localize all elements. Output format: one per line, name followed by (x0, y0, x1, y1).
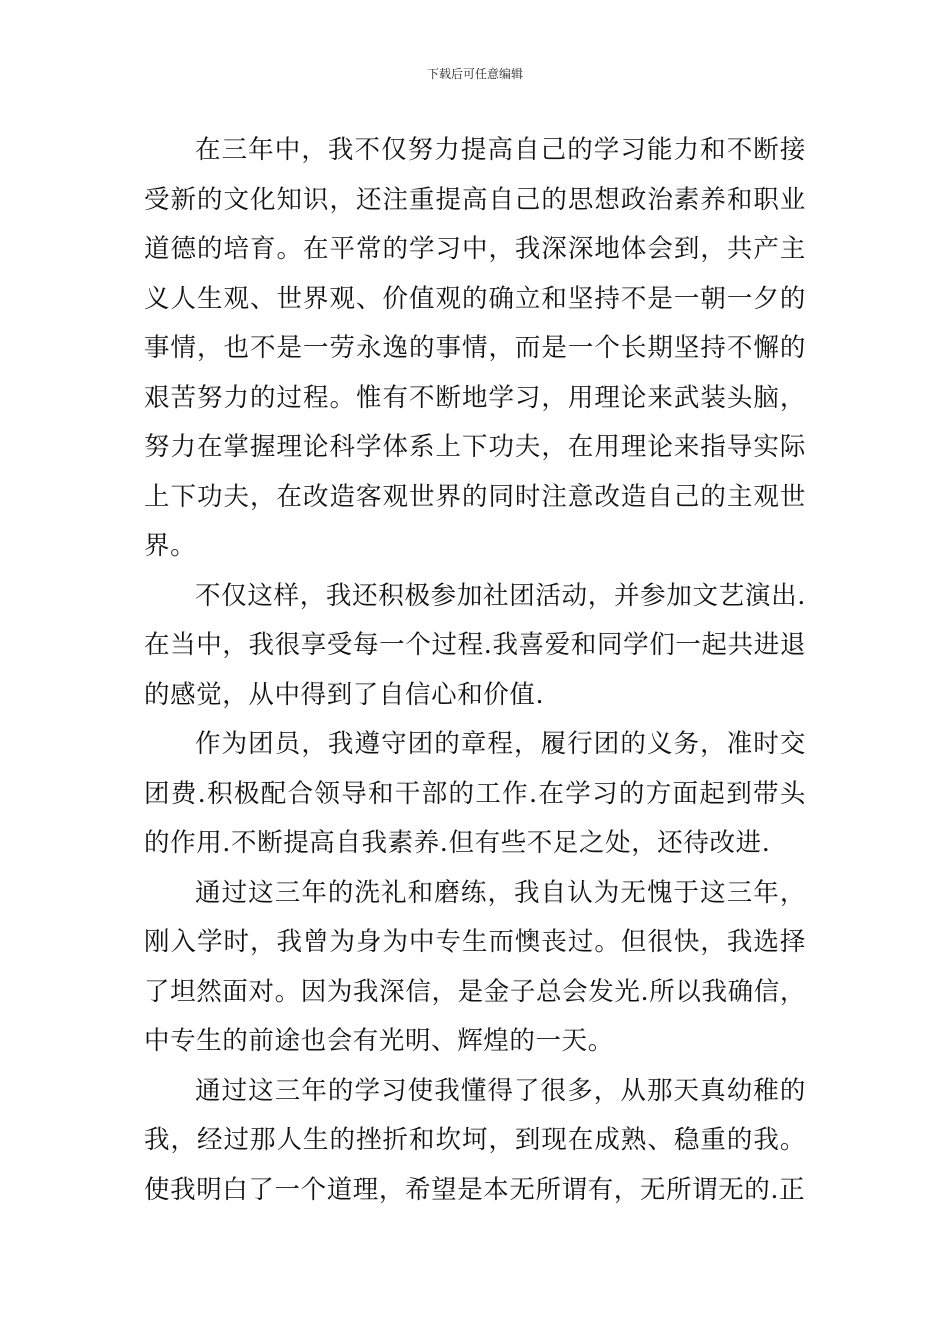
paragraph-reflection: 通过这三年的洗礼和磨练，我自认为无愧于这三年，刚入学时，我曾为身为中专生而懊丧过。但很快，我选择了坦然面对。因为我深信，是金子总会发光.所以我确信，中专生的前途也会有光明、辉煌的一天。 (144, 877, 806, 1056)
paragraph-lessons: 通过这三年的学习使我懂得了很多，从那天真幼稚的我，经过那人生的挫折和坎坷，到现在成熟、稳重的我。使我明白了一个道理，希望是本无所谓有，无所谓无的.正 (144, 1075, 806, 1205)
document-body (144, 126, 806, 1215)
paragraph-league-member: 作为团员，我遵守团的章程，履行团的义务，准时交团费.积极配合领导和干部的工作.在学习的方面起到带头的作用.不断提高自我素养.但有些不足之处，还待改进. (144, 729, 806, 858)
paragraph-study: 在三年中，我不仅努力提高自己的学习能力和不断接受新的文化知识，还注重提高自己的思想政治素养和职业道德的培育。在平常的学习中，我深深地体会到，共产主义人生观、世界观、价值观的确立和坚持不是一朝一夕的事情，也不是一劳永逸的事情，而是一个长期坚持不懈的艰苦努力的过程。惟有不断地学习，用理论来武装头脑，努力在掌握理论科学体系上下功夫，在用理论来指导实际上下功夫，在改造客观世界的同时注意改造自己的主观世界。 (144, 135, 806, 561)
paragraph-activities: 不仅这样，我还积极参加社团活动，并参加文艺演出.在当中，我很享受每一个过程.我喜爱和同学们一起共进退的感觉，从中得到了自信心和价值. (144, 580, 806, 710)
page-header: 下载后可任意编辑 (426, 67, 523, 81)
